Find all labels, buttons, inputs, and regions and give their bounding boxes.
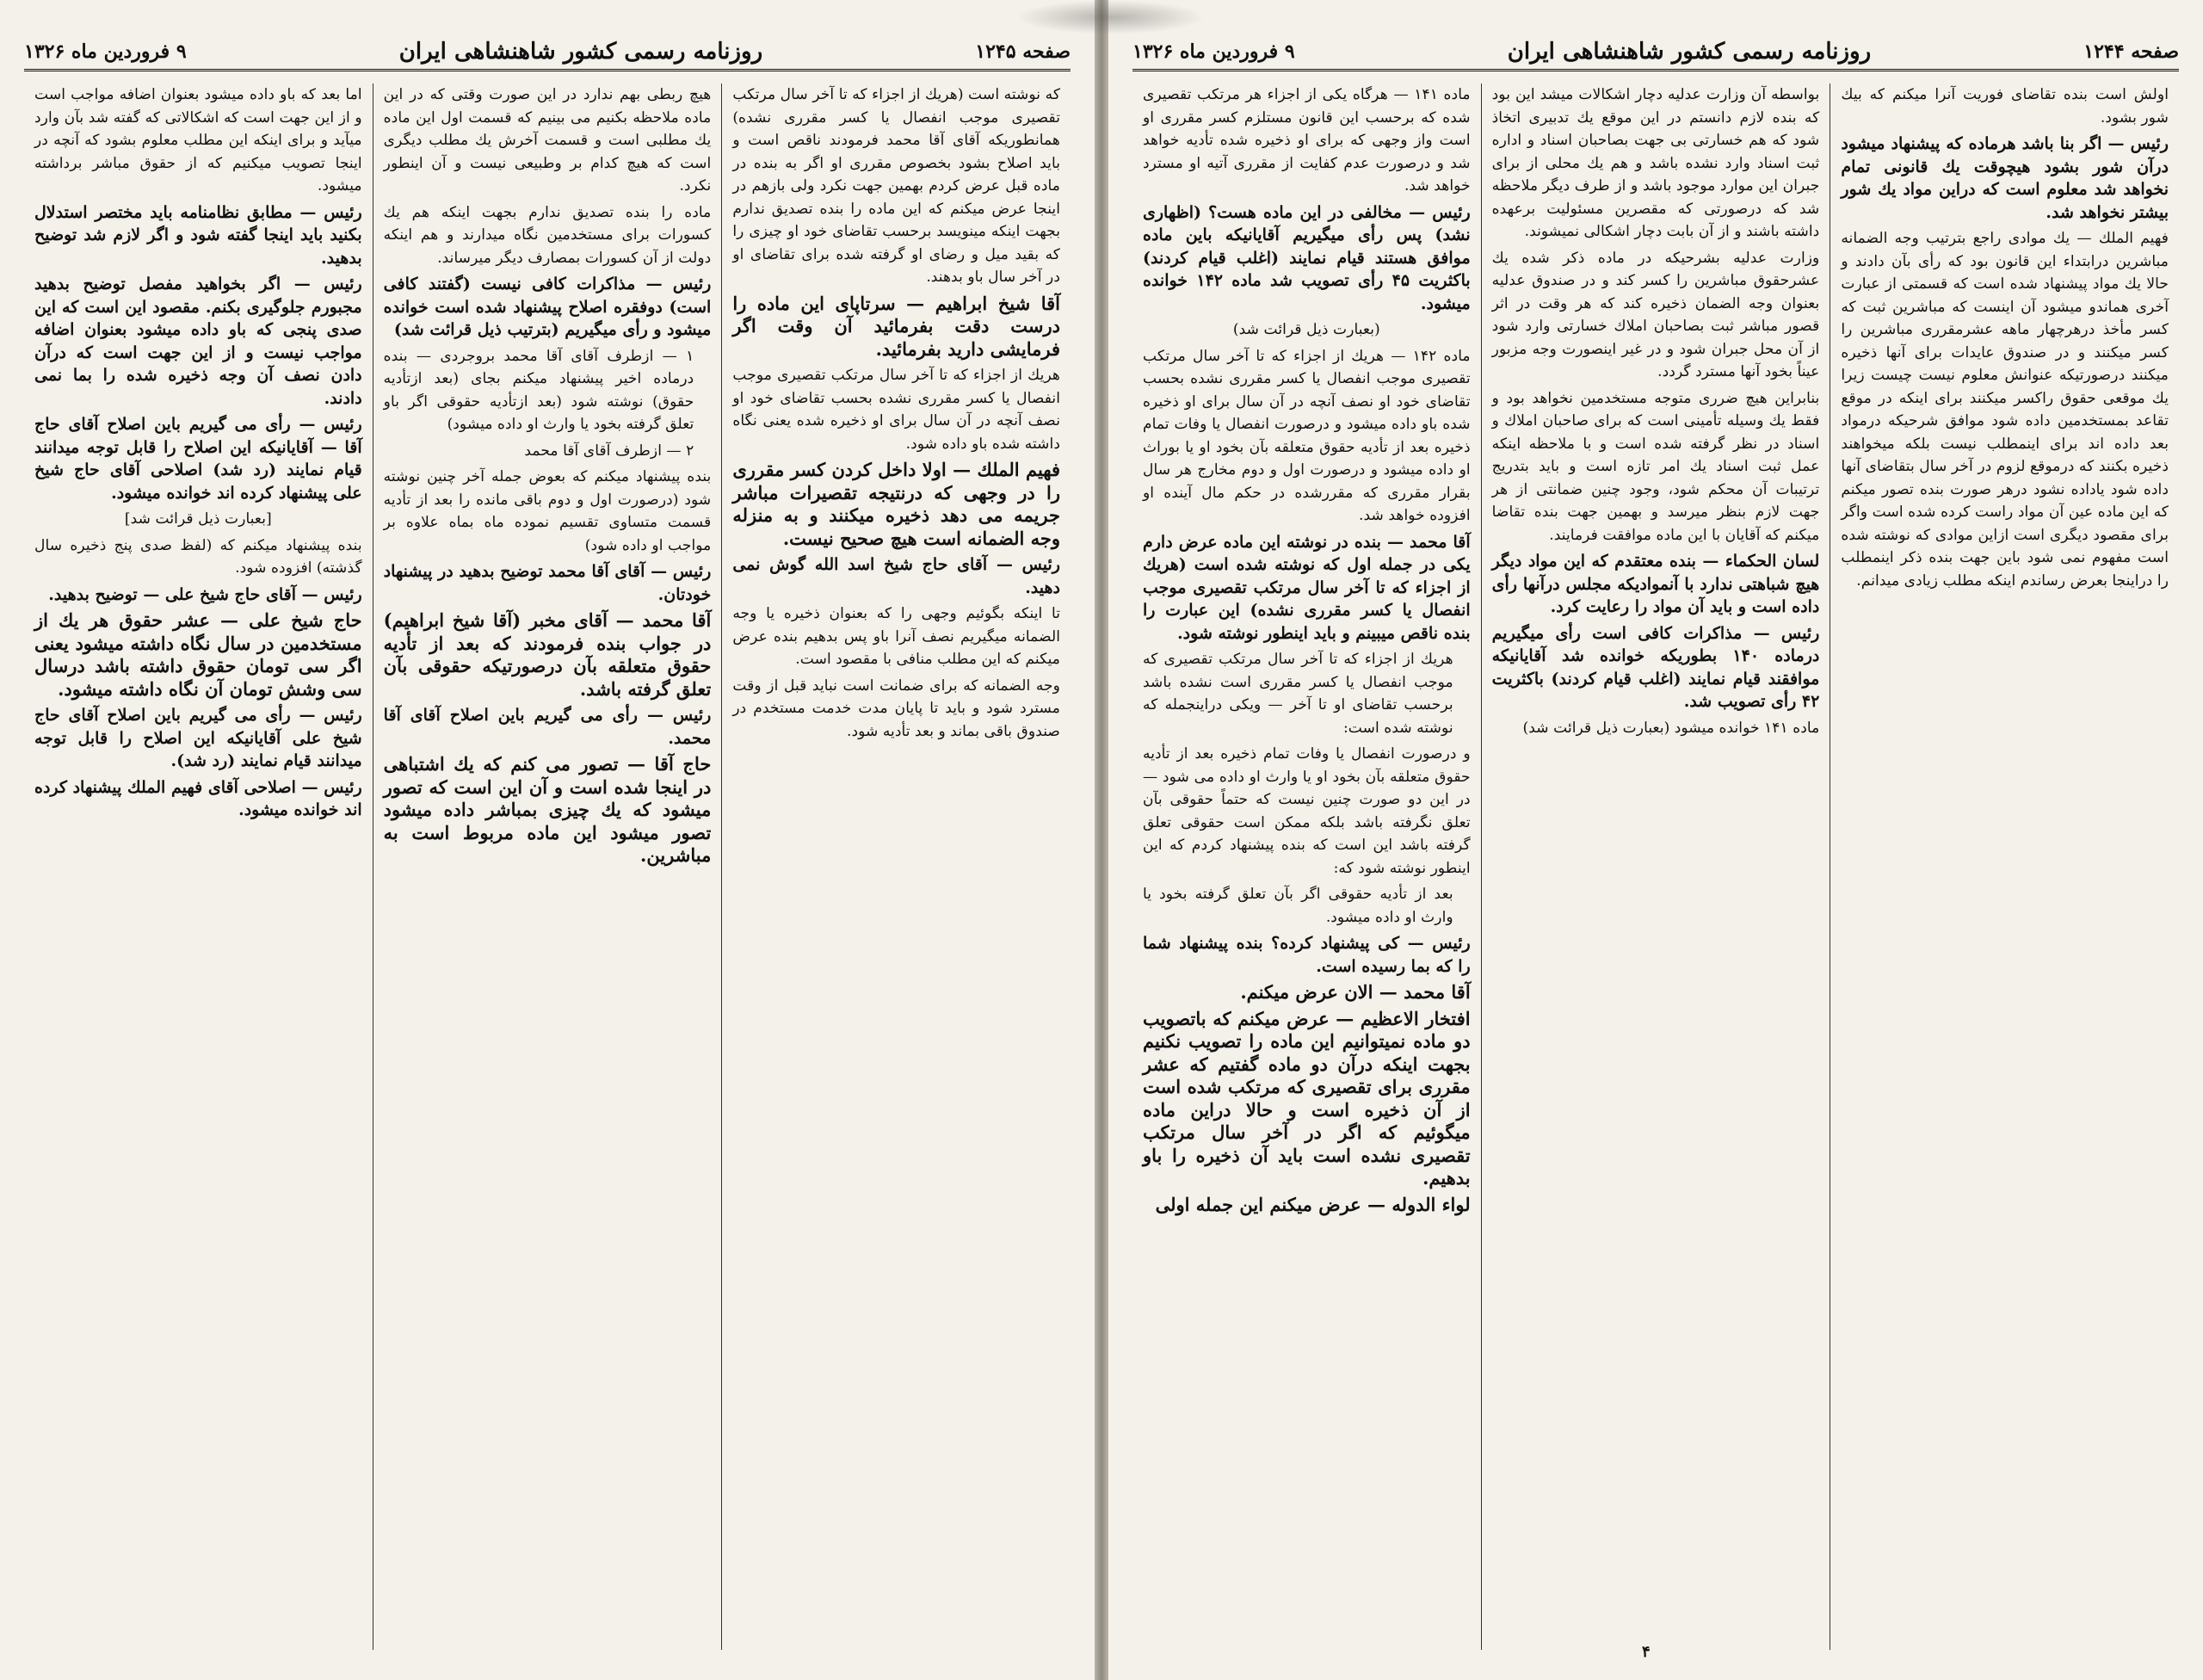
paragraph: وجه الضمانه که برای ضمانت است نباید قبل از وقت مسترد شود و باید تا پایان مدت خدمت مستخدم در صندوق باقی بماند و بعد تأدیه شود.	[732, 676, 1060, 740]
paragraph: بنابراین هیچ ضرری متوجه مستخدمین نخواهد بود و فقط یك وسیله تأمینی است که برای صاحبان املاك و اسناد در نظر گرفته شده است و با ملاحظه اینکه عمل ثبت اسناد یك امر تازه است و باید بتدریج ترتیبات آن محکم شود، وجود چنین ضمانتی از هر جهت لازم بنظر میرسد و بهمین جهت بنده تقاضا میکنم که آقایان با این ماده موافقت فرمایند.	[1491, 389, 1820, 544]
paragraph: ماده ۱۴۱ خوانده میشود (بعبارت ذیل قرائت شد)	[1522, 719, 1820, 737]
right-col-3	[1132, 83, 1481, 1650]
right-page-title: روزنامه رسمی کشور شاهنشاهی ایران	[1507, 39, 1872, 65]
paragraph: رئیس — مذاکرات کافی نیست (گفتند کافی است) دوفقره اصلاح پیشنهاد شده است خوانده میشود و رأی میگیریم (بترتیب ذیل قرائت شد)	[383, 275, 712, 339]
right-page-columns	[1132, 83, 2179, 1650]
paragraph: افتخار الاعظیم — عرض میکنم که باتصویب دو ماده نمیتوانیم این ماده را تصویب نکنیم بجهت اینکه درآن دو ماده گفتیم که عشر مقرری برای تقصیری که مرتکب شده است از آن ذخیره است و حالا دراین ماده میگوئیم که اگر در آخر سال مرتکب تقصیری نشده است باید آن ذخیره را باو بدهیم.	[1142, 1007, 1471, 1189]
paragraph: رئیس — اصلاحی آقای فهیم الملك پیشنهاد کرده اند خوانده میشود.	[34, 777, 362, 819]
left-page-title: روزنامه رسمی کشور شاهنشاهی ایران	[398, 39, 763, 65]
paragraph: اولش است بنده تقاضای فوریت آنرا میکنم که بیك شور بشود.	[1841, 86, 2169, 127]
paragraph: ماده ۱۴۲ — هریك از اجزاء که تا آخر سال مرتکب تقصیری موجب انفصال یا کسر مقرری نشده بحسب تقاضای خود او نصف آنچه در آن سال برای او ذخیره شده باو داده میشود و درصورت انفصال یا وفات تمام ذخیره بعد از تأدیه حقوق متعلقه بآن بخود او یا بوراث او داده میشود و درصورت اول و دوم مخارج هر سال بقرار مقرری که مقررشده در حکم مال آینده او افزوده خواهد شد.	[1142, 347, 1471, 524]
paragraph: اما بعد که باو داده میشود بعنوان اضافه مواجب است و از این جهت است که اشکالاتی که گفته شد بآن وارد میآید و برای اینکه این مطلب معلوم بشود که آنچه در اینجا تصویب میکنیم که از حقوق مباشر برداشته میشود.	[34, 86, 362, 195]
paragraph: رئیس — مذاکرات کافی است رأی میگیریم درماده ۱۴۰ بطوریکه خوانده شد آقایانیکه موافقند قیام نمایند (اغلب قیام کردند) باکثریت ۴۲ رأی تصویب شد.	[1491, 623, 1820, 711]
right-page-header	[1132, 34, 2179, 71]
paragraph: هیچ ربطی بهم ندارد در این صورت وقتی که در این ماده ملاحظه بکنیم می بینیم که قسمت اول این ماده یك مطلبی است و قسمت آخرش یك مطلب دیگری است که هیچ کدام بر وطبیعی نیست و آن اینطور نکرد.	[383, 86, 712, 195]
paragraph: آقا شیخ ابراهیم — سرتاپای این ماده را درست دقت بفرمائید آن وقت اگر فرمایشی دارید بفرمائید.	[732, 292, 1060, 360]
left-col-2	[373, 83, 722, 1650]
paragraph: [بعبارت ذیل قرائت شد]	[124, 510, 272, 528]
paragraph: رئیس — کی پیشنهاد کرده؟ بنده پیشنهاد شما را که بما رسیده است.	[1142, 934, 1471, 976]
page-gutter	[1095, 0, 1108, 1680]
left-page-number: صفحه ۱۲۴۵	[975, 40, 1071, 63]
paragraph: رئیس — آقای حاج شیخ اسد الله گوش نمی دهید.	[732, 555, 1060, 597]
right-page-number: صفحه ۱۲۴۴	[2083, 40, 2179, 63]
paragraph: (بعبارت ذیل قرائت شد)	[1232, 321, 1380, 338]
paragraph: ماده را بنده تصدیق ندارم بجهت اینکه هم یك کسورات برای مستخدمین نگاه میدارند و هم اینکه دولت از آن کسورات بمصارف دیگر میرساند.	[383, 203, 712, 267]
paragraph: ماده ۱۴۱ — هرگاه یکی از اجزاء هر مرتکب تقصیری شده که برحسب این قانون مستلزم کسر مقرری او است واز وجهی که برای او ذخیره شده تأدیه خواهد شد و درصورت عدم کفایت از مقرری آتیه او مسترد خواهد شد.	[1142, 86, 1471, 195]
paragraph: فهیم الملك — یك موادی راجع بترتیب وجه الضمانه مباشرین درابتداء این قانون بود که رأی بآن دادند و حالا یك مواد پیشنهاد شده است که قسمتی از عبارت آخری هماندو میشود آن اینست که مباشرین ثبت که کسر مأخذ درهرچهار ماهه عشرمقرری مباشرین را کسر میکنند و در صندوق عایدات برای آنها ذخیره میکنند درصورتیکه عنوانش معلوم نیست چیست زیرا یك موقعی حقوق راکسر میکنند برای اینکه در موقع تقاعد بمستخدمین داده شود موافق شرحیکه درمواد بعد داده اند برای اینمطلب نیست بلکه میخواهند ذخیره بکنند که درموقع لزوم در آخر سال بتقاضای آنها داده شود یاداده نشود درهر صورت بنده تصور میکنم که این ماده عین آن مواد راست کرده شده است واگر برای مقصود دیگری است ازاین موادی که نوشته شده است مفهوم نمی شود باین جهت بنده ذکر اینمطلب را دراینجا بعرض رساندم اینکه مطلب زیادی میدانم.	[1841, 230, 2169, 590]
paragraph: رئیس — اگر بخواهید مفصل توضیح بدهید مجبورم جلوگیری بکنم. مقصود این است که این صدی پنجی که باو داده میشود بعنوان اضافه مواجب نیست و از این جهت است که درآن دادن نصف آن وجه ذخیره شده را بما نمی دادند.	[34, 275, 362, 408]
paragraph: بعد از تأدیه حقوقی اگر بآن تعلق گرفته بخود یا وارث او داده میشود.	[1142, 886, 1453, 926]
paragraph: تا اینکه بگوئیم وجهی را که بعنوان ذخیره یا وجه الضمانه میگیریم نصف آنرا باو پس بدهیم بنده عرض میکنم که این مطلب منافی با مقصود است.	[732, 605, 1060, 668]
paragraph: آقا محمد — الان عرض میکنم.	[1240, 981, 1471, 1003]
paragraph: وزارت عدلیه بشرحیکه در ماده ذکر شده یك عشرحقوق مباشرین را کسر کند و در صندوق عدلیه بعنوان وجه الضمان ذخیره کند که هر وقت در اثر قصور مباشر ثبت بصاحبان املاك خسارتی وارد شود از آن محل جبران شود و در غیر اینصورت وجه مزبور عیناً بخود آنها مسترد گردد.	[1491, 249, 1820, 380]
paragraph: حاج آقا — تصور می کنم که یك اشتباهی در اینجا شده است و آن این است که تصور میشود که یك چیزی بمباشر داده میشود تصور میشود این ماده مربوط است به مباشرین.	[383, 753, 712, 866]
paragraph: آقا محمد — بنده در نوشته این ماده عرض دارم یکی در جمله اول که نوشته شده است (هریك از اجزاء که تا آخر سال مرتکب تقصیری موجب انفصال یا کسر مقرری نشده) این عبارت را بنده ناقص میبینم و باید اینطور نوشته شود.	[1142, 532, 1471, 643]
paragraph: و درصورت انفصال یا وفات تمام ذخیره بعد از تأدیه حقوق متعلقه بآن بخود او یا وارث او داده می شود — در این دو صورت چنین نیست که حتماً حقوقی بآن تعلق نگرفته باشد بلکه ممکن است حقوقی تعلق گرفته باشد این است که بنده پیشنهاد کردم که این اینطور نوشته شود که:	[1142, 745, 1471, 877]
paragraph: رئیس — آقای آقا محمد توضیح بدهید در پیشنهاد خودتان.	[383, 562, 712, 604]
left-page-date: ۹ فروردین ماه ۱۳۲۶	[24, 40, 187, 63]
paragraph: ۲ — ازطرف آقای آقا محمد	[524, 442, 694, 460]
paragraph: رئیس — رأی می گیریم باین اصلاح آقای حاج آقا — آقایانیکه این اصلاح را قابل توجه میدانند قیام نمایند (رد شد) اصلاحی آقای حاج شیخ علی پیشنهاد کرده اند خوانده میشود.	[34, 415, 362, 503]
right-page	[1108, 0, 2203, 1680]
paragraph: فهیم الملك — اولا داخل کردن کسر مقرری را در وجهی که درنتیجه تقصیرات مباشر جریمه می دهد ذخیره میکنند و به منزله وجه الضمانه است هیچ صحیح نیست.	[732, 459, 1060, 549]
right-page-date: ۹ فروردین ماه ۱۳۲۶	[1132, 40, 1295, 63]
paragraph: رئیس — مطابق نظامنامه باید مختصر استدلال بکنید باید اینجا گفته شود و اگر لازم شد توضیح بدهید.	[34, 202, 362, 268]
paragraph: رئیس — مخالفی در این ماده هست؟ (اظهاری نشد) پس رأی میگیریم آقایانیکه باین ماده موافق هستند قیام نمایند (اغلب قیام کردند) باکثریت ۴۵ رأی تصویب شد ماده ۱۴۲ خوانده میشود.	[1142, 202, 1471, 313]
left-page	[0, 0, 1095, 1680]
paragraph: ۱ — ازطرف آقای آقا محمد بروجردی — بنده درماده اخیر پیشنهاد میکنم بجای (بعد ازتأدیه حقوق) نوشته شود (بعد ازتأدیه حقوقی اگر باو تعلق گرفته بخود یا وارث او داده میشود)	[383, 347, 694, 433]
paragraph: هریك از اجزاء که تا آخر سال مرتکب تقصیری موجب انفصال یا کسر مقرری نشده بحسب تقاضای خود او نصف آنچه در آن سال برای او ذخیره شده یعنی نگاه داشته شده باو داده شود.	[732, 367, 1060, 453]
paragraph: لواء الدوله — عرض میکنم این جمله اولی	[1155, 1193, 1471, 1215]
paragraph: رئیس — رأی می گیریم باین اصلاح آقای آقا محمد.	[383, 706, 712, 748]
paragraph: آقا محمد — آقای مخبر (آقا شیخ ابراهیم) در جواب بنده فرمودند که بعد از تأدیه حقوق متعلقه بآن درصورتیکه حقوقی بآن تعلق گرفته باشد.	[383, 609, 712, 700]
paragraph: بنده پیشنهاد میکنم که بعوض جمله آخر چنین نوشته شود (درصورت اول و دوم باقی مانده را بعد از تأدیه قسمت متساوی تقسیم نموده ماه بماه علاوه بر مواجب او داده شود)	[383, 468, 712, 554]
paragraph: که نوشته است (هریك از اجزاء که تا آخر سال مرتکب تقصیری موجب انفصال یا کسر مقرری نشده) همانطوریکه آقای آقا محمد فرمودند ناقص است و باید اصلاح بشود بخصوص مقرری او اگر به بنده در ماده قبل عرض کردم بهمین جهت نکرد ولی بازهم در اینجا عرض میکنم که این ماده را بنده تصدیق ندارم بجهت اینکه مینویسد برحسب تقاضای خود او چیزی را که بقید میل و رضای او گرفته شده برای تقاضای او در آخر سال باو بدهند.	[732, 86, 1060, 286]
paragraph: هریك از اجزاء که تا آخر سال مرتکب تقصیری که موجب انفصال یا کسر مقرری است نشده باشد برحسب تقاضای او تا آخر — ویکی دراینجمله که نوشته شده است:	[1142, 651, 1453, 737]
paragraph: بنده پیشنهاد میکنم که (لفظ صدی پنج ذخیره سال گذشته) افزوده شود.	[34, 536, 362, 577]
left-page-columns	[24, 83, 1071, 1650]
paragraph: بواسطه آن وزارت عدلیه دچار اشکالات میشد این بود که بنده لازم دانستم در این موقع یك تدبیری اتخاذ شود که هم خسارتی بی جهت بصاحبان اسناد و اداره ثبت اسناد وارد نشده باشد و هم یك محلی از برای جبران این موارد موجود باشد و از طرف دیگر ملاحظه شد که درصورتی که مقصرین مسئولیت برعهده داشته باشند و از آن بابت دچار اشکالی نمیشوند.	[1491, 86, 1820, 240]
right-col-1	[1830, 83, 2179, 1650]
paragraph: حاج شیخ علی — عشر حقوق هر یك از مستخدمین در سال نگاه داشته میشود یعنی اگر سی تومان حقوق داشته باشد درسال سی وشش تومان آن نگاه داشته میشود.	[34, 609, 362, 700]
right-col-2	[1481, 83, 1830, 1650]
paragraph: رئیس — اگر بنا باشد هرماده که پیشنهاد میشود درآن شور بشود هیچوقت یك قانونی تمام نخواهد شد معلوم است که دراین مواد یك شور بیشتر نخواهد شد.	[1841, 134, 2169, 222]
paragraph: رئیس — رأی می گیریم باین اصلاح آقای حاج شیخ علی آقایانیکه این اصلاح را قابل توجه میدانند قیام نمایند (رد شد).	[34, 706, 362, 770]
left-col-1	[721, 83, 1071, 1650]
left-col-3	[24, 83, 373, 1650]
paragraph: رئیس — آقای حاج شیخ علی — توضیح بدهید.	[48, 584, 362, 604]
page-footer-number: ۴	[1642, 1643, 1651, 1661]
left-page-header	[24, 34, 1071, 71]
paragraph: لسان الحکماء — بنده معتقدم که این مواد دیگر هیچ شباهتی ندارد با آنموادیکه مجلس درآنها رأی داده است و باید آن مواد را رعایت کرد.	[1491, 552, 1820, 616]
